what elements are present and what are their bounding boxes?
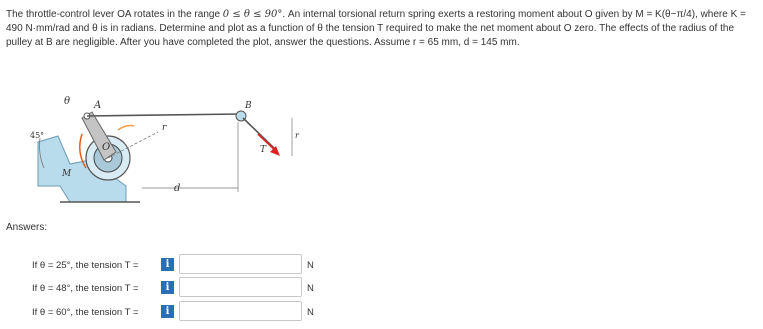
tension-input-3[interactable]	[179, 301, 302, 321]
label-r-left: r	[162, 123, 167, 133]
label-b: B	[245, 101, 252, 111]
problem-intro: The throttle-control lever OA rotates in the range	[6, 9, 223, 20]
label-theta: θ	[64, 96, 71, 107]
label-m: M	[62, 169, 72, 179]
label-o: O	[102, 142, 111, 153]
answer-row-2	[6, 277, 326, 299]
unit-label-2: N	[307, 283, 314, 294]
problem-statement	[6, 8, 751, 50]
cable-ab	[87, 114, 241, 116]
info-icon[interactable]: i	[161, 258, 174, 271]
label-45: 45°	[30, 131, 45, 140]
answer-row-1	[6, 254, 326, 276]
answers-label: Answers:	[6, 222, 48, 233]
label-a: A	[94, 100, 102, 111]
answer-row-3	[6, 301, 326, 323]
tension-input-2[interactable]	[179, 277, 302, 297]
info-icon[interactable]: i	[161, 305, 174, 318]
question-3: If θ = 60°, the tension T =	[32, 307, 139, 318]
tension-input-1[interactable]	[179, 254, 302, 274]
rotation-arrow	[118, 126, 134, 131]
unit-label-1: N	[307, 260, 314, 271]
info-icon[interactable]: i	[161, 281, 174, 294]
label-r-right: r	[295, 131, 299, 140]
question-1: If θ = 25°, the tension T =	[32, 260, 139, 271]
throttle-lever-figure	[30, 94, 302, 218]
theta-range: 0 ≤ θ ≤ 90°	[222, 9, 283, 20]
unit-label-3: N	[307, 307, 314, 318]
question-2: If θ = 48°, the tension T =	[32, 283, 139, 294]
label-d: d	[174, 183, 181, 194]
label-t: T	[260, 145, 267, 155]
problem-rest: . An internal torsional return spring exerts a restoring moment about O given by M = K(θ−π/4), where K = 490 N·mm/rad and θ is in radians. Determine and plot as a function of θ the tension T required to make the net moment about O zero. The effects of the radius of the pulley at B are negligible. After you have completed the plot, answer the questions. Assume r = 65 mm, d = 145 mm.	[6, 9, 746, 48]
